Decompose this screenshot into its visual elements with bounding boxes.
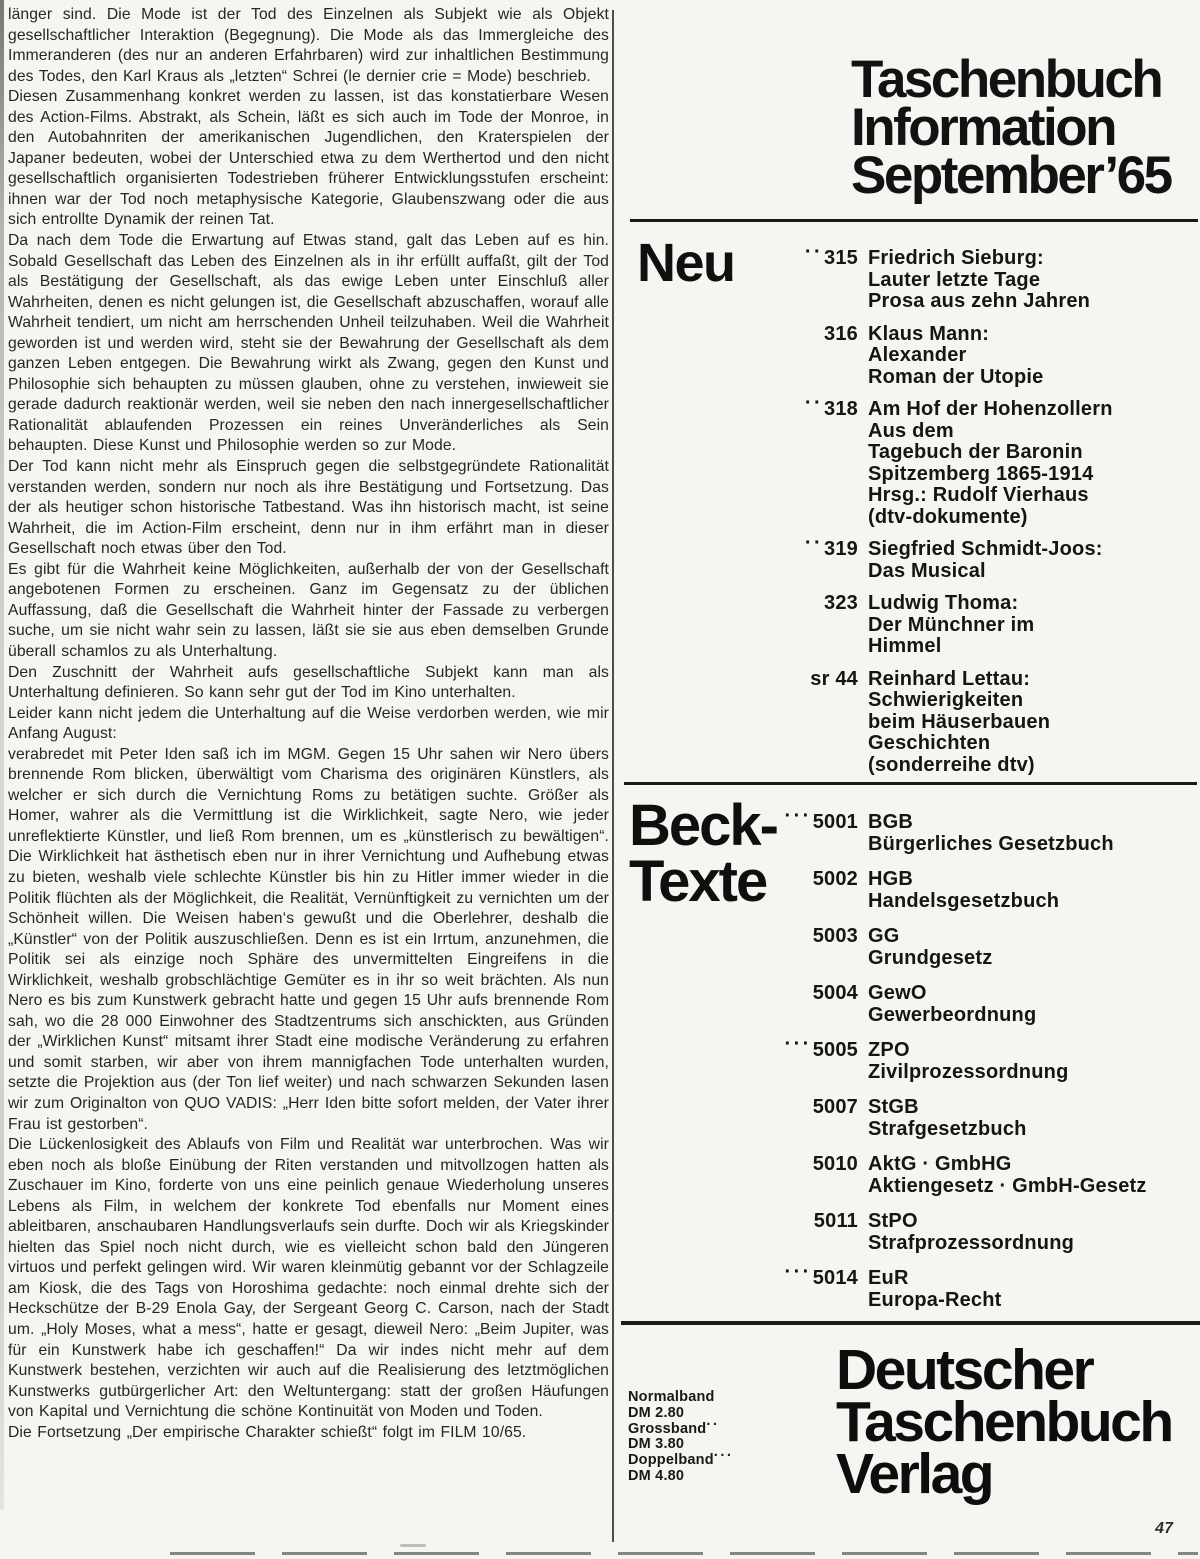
book-title	[868, 324, 1043, 389]
book-title	[868, 1154, 1147, 1197]
book-entry	[630, 669, 1196, 777]
publisher-line: Taschenbuch	[836, 1390, 1172, 1454]
book-number: 5010	[812, 1153, 858, 1175]
price-line: DM 3.80	[628, 1436, 685, 1453]
price-category-dots: ··	[804, 532, 824, 555]
article-text-column	[8, 5, 609, 1443]
book-title-line: StPO	[868, 1210, 918, 1232]
book-title-line: Strafprozessordnung	[868, 1231, 1075, 1254]
price-category-dots: ···	[713, 1448, 734, 1465]
article-paragraph: Diesen Zusammenhang konkret werden zu lassen, ist das konstatierbare Wesen des Action-Films. Abstrakt, als Schein, läßt es sich auch im Tode der Monroe, in den Autobahnriten der amerikanischen Jugendlichen, den Kraterspielen der Japaner bedeuten, wobei der Unterschied etwa zu dem Werthertod und den nicht gesellschaftlich organisierten Todestrieben früherer Entwicklungsstufen erscheint: ihnen war der Tod noch metaphysische Kategorie, Glaubenszwang oder die aus sich entrollte Dynamik der reinen Tat.	[8, 88, 609, 229]
book-title-line: Klaus Mann:	[868, 322, 990, 345]
book-number: 316	[824, 322, 858, 345]
book-title-line: Roman der Utopie	[868, 365, 1044, 388]
article-paragraph: verabredet mit Peter Iden saß ich im MGM. Gegen 15 Uhr sahen wir Nero übers brennende Rom blicken, überwältigt vom Charisma des originären Künstlers, als welcher er sich durch die Vernichtung Roms zu betätigen suchte. Größer als Homer, wahrer als die Vermittlung ist die Wirklichkeit, sagte Nero, wie jeder unreflektierte Künstler, und ließ Rom brennen, um es „künstlerisch zu bewältigen“. Die Wirklichkeit hat ästhetisch eben nur in ihrer Vernichtung und Aufhebung etwas zu bieten, weshalb viele schlechte Künstler bis hin zu Hitler immer wieder in die Politik flüchten als der Möglichkeit, die Realität, Vernünftigkeit zu vernichten um der Schönheit willen. Die Weisen haben‘s gewußt und die Oberlehrer, deshalb die „Künstler“ von der Politik auszuschließen. Denn es ist ein Irrtum, anzunehmen, die Politik sei als einzige noch Sphäre des unvermittelten Eingreifens in die Wirklichkeit, weshalb grobschlächtige Gemüter es in ihr so weit brächten. Als nun Nero es bis zum Kunstwerk gebracht hatte und gegen 15 Uhr aufs brennende Rom sah, wo die 28 000 Einwohner des Stadtzentrums sich anschickten, aus Gründen der „Wirklichen Kunst“ mitsamt ihrer Stadt eine modische Veränderung zu erfahren und somit starben, wir aber von ihrem mannigfachen Tode unterhalten wurden, setzte die Projektion aus (der Ton lief weiter) und nach schwarzen Sekunden lasen wir zum Originalton von QUO VADIS: „Herr Iden bitte sofort melden, der Vater ihrer Frau ist gestorben“.	[8, 745, 609, 1133]
scan-edge-bottom-artifact	[170, 1552, 1198, 1555]
masthead-line: Information	[851, 98, 1115, 157]
publisher-line: Verlag	[836, 1442, 993, 1506]
book-entry	[630, 324, 1196, 389]
book-title-line: Friedrich Sieburg:	[868, 247, 1044, 269]
price-category-dots: ··	[804, 392, 824, 415]
book-title	[868, 1040, 1068, 1083]
book-title	[868, 1268, 1002, 1311]
scan-edge-left-artifact	[0, 0, 4, 1510]
book-title-line: Tagebuch der Baronin	[868, 441, 1083, 463]
book-entry	[630, 926, 1196, 969]
book-number: 323	[824, 592, 858, 614]
book-number: ···5001	[784, 805, 858, 833]
section-rule-top	[630, 219, 1198, 222]
book-title-line: EuR	[868, 1267, 909, 1289]
book-number: 5003	[812, 925, 858, 947]
price-category-dots: ··	[706, 1416, 720, 1433]
book-title-line: Lauter letzte Tage	[868, 268, 1041, 291]
book-title-line: Grundgesetz	[868, 946, 993, 969]
publisher-name	[836, 1338, 1172, 1506]
book-title-line: Geschichten	[868, 732, 991, 754]
book-title-line: Europa-Recht	[868, 1288, 1002, 1311]
book-entry	[630, 869, 1196, 912]
book-title	[868, 593, 1034, 658]
book-entry	[630, 1033, 1196, 1083]
book-title	[868, 926, 992, 969]
book-title-line: beim Häuserbauen	[868, 710, 1051, 733]
book-title-line: Hrsg.: Rudolf Vierhaus	[868, 484, 1089, 506]
price-category-dots: ···	[784, 1033, 812, 1056]
price-line: Normalband	[628, 1389, 715, 1405]
book-title-line: (dtv-dokumente)	[868, 505, 1028, 528]
article-paragraph: Den Zuschnitt der Wahrheit aufs gesellschaftliche Subjekt kann man als Unterhaltung definieren. So kann sehr gut der Tod im Kino unterhalten.	[8, 663, 609, 702]
article-paragraph: Da nach dem Tode die Erwartung auf Etwas stand, galt das Leben auf es hin. Sobald Gesellschaft das Leben des Einzelnen als in ihr erfüllt auffaßt, gilt der Tod als Bestätigung der Gesellschaft, als das ewige Leben unter Einschluß aller Wahrheiten, denen es nicht gelungen ist, die Gesellschaft abzuschaffen, worauf alle Wahrheit tendiert, um nicht am herrschenden Unheil teilzuhaben. Weil die Wahrheit geworden ist und werden wird, steht sie der Bewahrung der Gesellschaft als dem ganzen Leben entgegen. Die Bewahrung wirkt als Zwang, gegen den Kunst und Philosophie sich behaupten zu müssen glauben, ohne zu verstehen, inwieweit sie gerade dadurch reaktionär werden, weil sie neben den nach innergesellschaftlicher Rationalität ablaufenden Prozessen ein reines Unveränderliches als Sein behaupten. Diese Kunst und Philosophie werden so zur Mode.	[8, 232, 609, 455]
book-title-line: Der Münchner im	[868, 613, 1035, 636]
book-title-line: Strafgesetzbuch	[868, 1117, 1027, 1140]
book-title-line: Aus dem	[868, 419, 954, 442]
book-number: 5004	[812, 982, 858, 1004]
book-entry	[630, 392, 1196, 528]
book-number: 5002	[812, 868, 858, 890]
book-title-line: Handelsgesetzbuch	[868, 889, 1060, 912]
column-divider-rule	[612, 10, 614, 1542]
book-title-line: Bürgerliches Gesetzbuch	[868, 832, 1114, 855]
book-entry	[630, 241, 1196, 313]
book-title-line: GewO	[868, 982, 927, 1004]
section-rule-middle	[624, 782, 1197, 785]
book-title-line: Himmel	[868, 635, 942, 657]
price-line: DM 2.80	[628, 1404, 685, 1421]
book-title-line: Ludwig Thoma:	[868, 592, 1019, 614]
book-title-line: Gewerbeordnung	[868, 1003, 1037, 1026]
book-number: ··319	[804, 532, 858, 560]
book-title-line: Prosa aus zehn Jahren	[868, 290, 1091, 312]
book-number: sr 44	[810, 667, 858, 690]
book-title-line: StGB	[868, 1096, 919, 1118]
article-paragraph: Es gibt für die Wahrheit keine Möglichkeiten, außerhalb der von der Gesellschaft angebotenen Formen zu erscheinen. Ganz im Gegensatz zu der üblichen Auffassung, daß die Gesellschaft die Wahrheit hinter der Fassade zu verbergen suche, um sie nicht wahr sein zu lassen, läßt sie sie aus eben demselben Grunde überall schamlos zu als Unterhaltung.	[8, 560, 609, 660]
article-paragraph: Die Fortsetzung „Der empirische Charakter schießt“ folgt im FILM 10/65.	[8, 1423, 527, 1441]
book-entry	[630, 1097, 1196, 1140]
book-title-line: Siegfried Schmidt-Joos:	[868, 538, 1103, 560]
book-number: 5011	[813, 1210, 858, 1232]
book-title-line: GG	[868, 925, 900, 947]
publisher-line: Deutscher	[836, 1338, 1093, 1402]
book-title	[868, 248, 1090, 313]
article-paragraph: Der Tod kann nicht mehr als Einspruch gegen die selbstgegründete Rationalität verstanden werden, sondern nur noch als ihre Bestätigung und Fortsetzung. Das der als heutiger schon historische Tatbestand. Was ihn historisch macht, ist seine Wahrheit, die im Action-Film erscheint, denn nur in ihm erfährt man in dieser Gesellschaft noch etwas über den Tod.	[8, 458, 609, 558]
price-category-dots: ···	[784, 805, 812, 828]
price-line: Grossband··	[628, 1416, 720, 1437]
book-title-line: ZPO	[868, 1039, 910, 1061]
book-entry	[630, 805, 1196, 855]
book-number: ··315	[804, 241, 858, 269]
book-title-line: Reinhard Lettau:	[868, 667, 1031, 690]
book-title-line: Alexander	[868, 344, 967, 366]
book-entry	[630, 1154, 1196, 1197]
article-paragraph: Leider kann nicht jedem die Unterhaltung auf die Weise verdorben werden, wie mir Anfang August:	[8, 704, 609, 743]
price-line: DM 4.80	[628, 1467, 685, 1484]
price-info-block	[628, 1390, 735, 1485]
price-category-dots: ···	[784, 1261, 812, 1284]
section-heading-line: Beck-	[629, 793, 777, 858]
book-title-line: BGB	[868, 811, 914, 833]
book-entry	[630, 593, 1196, 658]
book-title	[868, 869, 1059, 912]
book-number: ···5005	[784, 1033, 858, 1061]
book-entry	[630, 1211, 1196, 1254]
book-title-line: Das Musical	[868, 559, 986, 582]
book-entry	[630, 532, 1196, 582]
book-title	[868, 1097, 1027, 1140]
section-heading-neu: Neu	[637, 233, 735, 293]
price-category-dots: ··	[804, 241, 824, 264]
section-heading-line: Texte	[629, 849, 767, 914]
book-title	[868, 399, 1113, 528]
book-title-line: (sonderreihe dtv)	[868, 753, 1035, 776]
book-number: 5007	[812, 1096, 858, 1118]
beck-texte-list	[630, 805, 1196, 1325]
book-entry	[630, 983, 1196, 1026]
book-title-line: Spitzemberg 1865-1914	[868, 462, 1094, 485]
book-number: ··318	[804, 392, 858, 420]
book-title-line: Aktiengesetz · GmbH-Gesetz	[868, 1174, 1147, 1197]
book-title-line: HGB	[868, 868, 914, 890]
page-number: 47	[1153, 1520, 1175, 1537]
neu-book-list	[630, 241, 1196, 787]
book-title	[868, 812, 1114, 855]
book-title-line: Schwierigkeiten	[868, 689, 1024, 711]
scan-smudge-artifact	[400, 1544, 426, 1547]
article-paragraph: Die Lückenlosigkeit des Ablaufs von Film und Realität war unterbrochen. Was wir eben noch als bloße Einübung der Riten verstanden und mitvollzogen hatten als Zuschauer im Kino, forderte von uns eine peinlich genaue Wiederholung unseres Lebens als Film, in welchem der konkrete Tod ebenfalls nur Moment eines ableitbaren, anschaubaren Handlungsverlaufs sein durfte. Doch wir als Kriegskinder hielten das Spiel noch nicht durch, wie es vielleicht schon bald den Jüngeren virtuos und perfekt gelingen wird. Wir waren kleinmütig gebannt vor der Schlagzeile am Kiosk, die des Tags von Horoshima gedachte: noch einmal drehte sich der Heckschütze der B-29 Enola Gay, der Sergeant Georg C. Carson, nach der Stadt um. „Holy Moses, what a mess“, hatte er gesagt, dieweil Nero: „Beim Jupiter, was für ein Kunstwerk habe ich geschaffen!“ Da wir indes nicht mehr auf dem Kunstwerk bestehen, verzichten wir auch auf die Realisierung des letztmöglichen Kunstwerks gutbürgerlicher Art: den Weltuntergang: statt der großen Häufungen von Kapital und Vernichtung die schöne Kontinuität von Moden und Toden.	[8, 1136, 609, 1421]
book-title	[868, 669, 1050, 777]
article-paragraph: länger sind. Die Mode ist der Tod des Einzelnen als Subjekt wie als Objekt gesellschaftlicher Interaktion (Begegnung). Die Mode als das Immergleiche des Immeranderen (des nur an anderen Erfahrbaren) wird zur inhaltlichen Bestimmung des Todes, den Karl Kraus als „letzten“ Schrei (le dernier crie = Mode) beschrieb.	[8, 6, 609, 85]
ad-masthead	[851, 50, 1171, 205]
book-title-line: Zivilprozessordnung	[868, 1060, 1069, 1083]
book-title-line: Am Hof der Hohenzollern	[868, 398, 1113, 420]
book-title	[868, 983, 1036, 1026]
book-title	[868, 1211, 1074, 1254]
book-number: ···5014	[784, 1261, 858, 1289]
book-title-line: AktG · GmbHG	[868, 1153, 1012, 1175]
book-entry	[630, 1261, 1196, 1311]
masthead-line: Taschenbuch	[851, 50, 1162, 109]
book-title	[868, 539, 1103, 582]
masthead-line: September’65	[851, 146, 1171, 205]
price-line: Doppelband···	[628, 1448, 734, 1469]
section-rule-bottom	[621, 1321, 1200, 1325]
